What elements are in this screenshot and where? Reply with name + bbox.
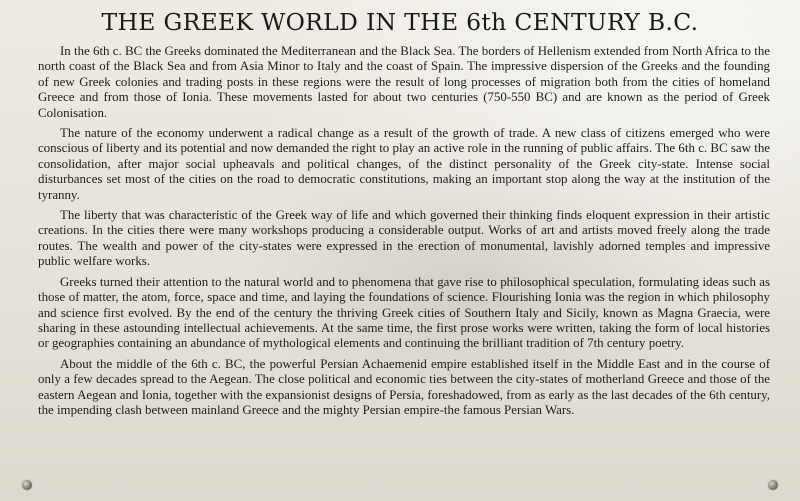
sign-body [38, 44, 770, 423]
sign-title: THE GREEK WORLD IN THE 6th CENTURY B.C. [101, 8, 699, 36]
paragraph-philosophy-science: Greeks turned their attention to the natural world and to phenomena that gave rise to philosophical speculation, formulating ideas such as those of matter, the atom, force, space and time, and laying the foundations of science. Flourishing Ionia was the region in which philosophy and science first evolved. By the end of the century the thriving Greek cities of Southern Italy and Sicily, known as Magna Graecia, were sharing in these astounding intellectual achievements. At the same time, the first prose works were written, taking the form of local histories or geographies containing an abundance of mythological elements and continuing the brilliant tradition of 7th century poetry. [38, 274, 770, 351]
paragraph-economy: The nature of the economy underwent a radical change as a result of the growth of trade. A new class of citizens emerged who were conscious of liberty and its potential and now demanded the right to play an active role in the running of public affairs. The 6th c. BC saw the consolidation, after major social upheavals and political changes, of the distinct personality of the Greek city-state. Intense social disturbances set most of the cities on the road to democratic constitutions, making an important stop along the way at the institution of the tyranny. [38, 126, 770, 202]
paragraph-colonisation: In the 6th c. BC the Greeks dominated the Mediterranean and the Black Sea. The borders of Hellenism extended from North Africa to the north coast of the Black Sea and from Asia Minor to Italy and the coast of Spain. The impressive dispersion of the Greeks and the founding of new Greek colonies and trading posts in these regions were the result of long processes of migration both from the cities of homeland Greece and from those of Ionia. These movements lasted for about two centuries (750-550 BC) and are known as the period of Greek Colonisation. [38, 44, 770, 120]
paragraph-persian-empire: About the middle of the 6th c. BC, the powerful Persian Achaemenid empire established itself in the Middle East and in the course of only a few decades spread to the Aegean. The close political and economic ties between the city-states of motherland Greece and those of the eastern Aegean and Ionia, together with the expansionist designs of Persia, foreshadowed, from as early as the last decades of the 6th century, the impending clash between mainland Greece and the mighty Persian empire-the famous Persian Wars. [38, 356, 770, 417]
mounting-screw-right [768, 480, 778, 490]
mounting-screw-left [22, 480, 32, 490]
paragraph-liberty-art: The liberty that was characteristic of the Greek way of life and which governed their thinking finds eloquent expression in their artistic creations. In the cities there were many workshops producing a considerable output. Works of art and artists moved freely along the trade routes. The wealth and power of the city-states were expressed in the erection of monumental, lavishly adorned temples and impressive public welfare works. [38, 208, 770, 269]
